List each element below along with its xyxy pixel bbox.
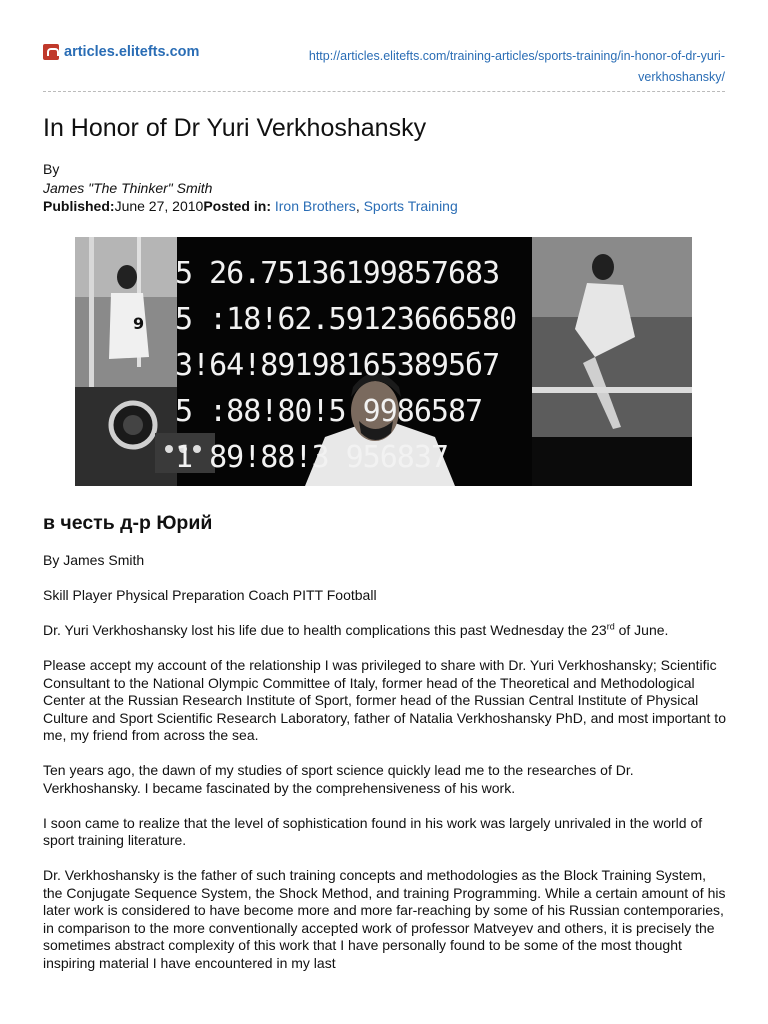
ordinal-suffix: rd bbox=[606, 621, 615, 632]
page-header bbox=[43, 44, 725, 88]
scoreboard-row: 1 89!88!3 956837 bbox=[175, 440, 448, 475]
site-name[interactable]: articles.elitefts.com bbox=[64, 44, 200, 60]
paragraph-1 bbox=[43, 622, 727, 640]
category-link-iron-brothers[interactable]: Iron Brothers bbox=[274, 198, 356, 214]
paragraph-1-text: Dr. Yuri Verkhoshansky lost his life due to health complications this past Wednesday the 23 bbox=[43, 622, 607, 638]
article-meta bbox=[43, 160, 458, 216]
athlete-bib-number: 9 bbox=[133, 314, 145, 333]
author-role: Skill Player Physical Preparation Coach PITT Football bbox=[43, 587, 377, 603]
site-brand[interactable] bbox=[43, 44, 199, 60]
category-link-sports-training[interactable]: Sports Training bbox=[363, 198, 458, 214]
published-label: Published: bbox=[43, 198, 115, 214]
paragraph-1-end: of June. bbox=[614, 622, 669, 638]
paragraph-4: I soon came to realize that the level of sophistication found in his work was largely unrivaled in the world of sport training literature. bbox=[43, 814, 703, 848]
hero-image bbox=[75, 237, 692, 486]
scoreboard-row: 5 26.7513619985768З bbox=[175, 256, 500, 291]
scoreboard-row: 3!64!891981653895б7 bbox=[175, 348, 500, 383]
paragraph-3: Ten years ago, the dawn of my studies of sport science quickly lead me to the researches of Dr. Verkhoshansky. I became fascinated by the comprehensiveness of his work. bbox=[43, 762, 634, 796]
published-date: June 27, 2010 bbox=[114, 198, 204, 214]
by-label: By bbox=[43, 161, 60, 177]
elitefts-logo-icon bbox=[43, 44, 59, 60]
publish-line bbox=[43, 197, 458, 216]
page-url-link[interactable]: http://articles.elitefts.com/training-articles/sports-training/in-honor-of-dr-yuri-verkhoshansky/ bbox=[308, 49, 725, 84]
byline: By James Smith bbox=[43, 552, 145, 568]
article-body bbox=[43, 552, 727, 990]
scoreboard-row: 5 :88!80!5 9986587 bbox=[175, 394, 483, 429]
scoreboard-row: 5 :18!62.59123666580 bbox=[175, 302, 517, 337]
paragraph-5: Dr. Verkhoshansky is the father of such training concepts and methodologies as the Block Training System, the Conjugate Sequence System, the Shock Method, and training Programming. While a certain amount of his later work is considered to have become more and more far-reaching by some of his Russian contemporaries, in comparison to the more conventionally accepted work of professor Matveyev and others, it is precisely the sometimes abstract complexity of this work that I have personally found to be some of the most thought inspiring material I have encountered in my last bbox=[43, 867, 726, 971]
paragraph-2: Please accept my account of the relationship I was privileged to share with Dr. Yuri Verkhoshansky; Scientific Consultant to the National Olympic Committee of Italy, former head of the Theoretical and Methodological Center at the Russian Research Institute of Sport, former head of the Russian Central Institute of Physical Culture and Sport Scientific Research Laboratory, father of Natalia Verkhoshansky PhD, and most important to me, my friend from across the sea. bbox=[43, 657, 726, 743]
category-separator: , bbox=[355, 198, 364, 214]
header-divider bbox=[43, 91, 725, 92]
article-title: In Honor of Dr Yuri Verkhoshansky bbox=[43, 114, 427, 142]
russian-subheading: в честь д-р Юрий bbox=[43, 512, 213, 534]
author-name: James "The Thinker" Smith bbox=[43, 179, 213, 196]
posted-label: Posted in: bbox=[203, 198, 271, 214]
scoreboard-numbers bbox=[175, 251, 535, 481]
